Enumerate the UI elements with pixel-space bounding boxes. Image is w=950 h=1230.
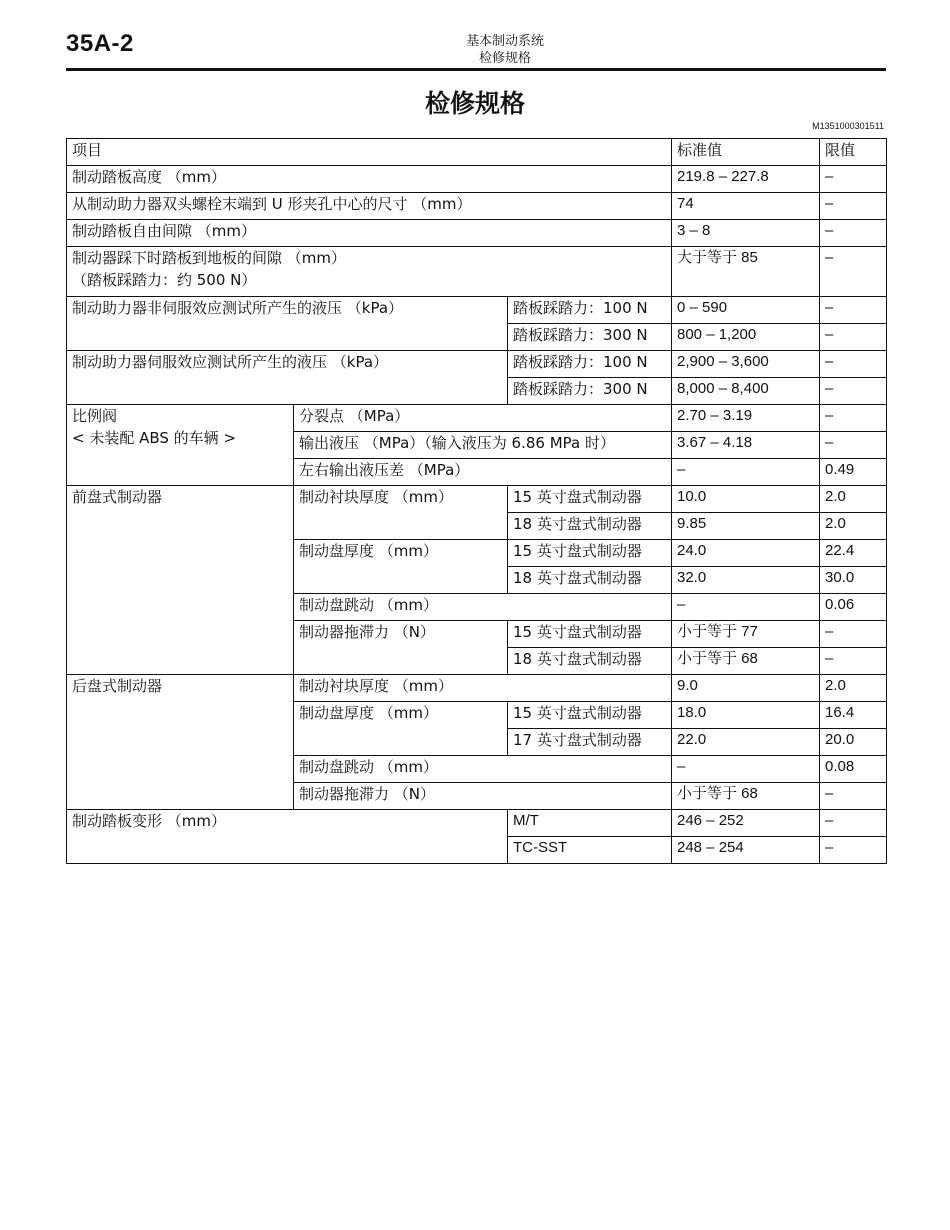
header-item: 项目: [67, 139, 672, 166]
standard-value: 小于等于 68: [672, 648, 820, 675]
limit-value: –: [820, 324, 887, 351]
limit-value: –: [820, 837, 887, 864]
condition-cell: 踏板踩踏力：300 N: [508, 324, 672, 351]
table-row: [67, 486, 887, 513]
sub-item: 分裂点 （MPa）: [294, 405, 672, 432]
table-row: [67, 297, 887, 324]
condition-cell: 15 英寸盘式制动器: [508, 621, 672, 648]
row-label-line: 比例阀: [72, 407, 118, 425]
standard-value: 24.0: [672, 540, 820, 567]
standard-value: 800 – 1,200: [672, 324, 820, 351]
limit-value: –: [820, 220, 887, 247]
limit-value: –: [820, 378, 887, 405]
sub-item: 制动盘跳动 （mm）: [294, 594, 672, 621]
standard-value: 0 – 590: [672, 297, 820, 324]
limit-value: –: [820, 432, 887, 459]
limit-value: –: [820, 810, 887, 837]
limit-value: –: [820, 193, 887, 220]
condition-cell: 踏板踩踏力：100 N: [508, 351, 672, 378]
table-row: [67, 193, 887, 220]
page-title: 检修规格: [424, 89, 525, 118]
condition-cell: 15 英寸盘式制动器: [508, 702, 672, 729]
condition-cell: 18 英寸盘式制动器: [508, 567, 672, 594]
condition-cell: TC-SST: [508, 837, 672, 864]
standard-value: 22.0: [672, 729, 820, 756]
standard-value: 2.70 – 3.19: [672, 405, 820, 432]
table-row: [67, 247, 887, 297]
limit-value: –: [820, 648, 887, 675]
standard-value: 246 – 252: [672, 810, 820, 837]
sub-item: 制动器拖滞力 （N）: [294, 783, 672, 810]
row-label: 前盘式制动器: [67, 486, 294, 675]
table-row: [67, 675, 887, 702]
sub-item: 左右输出液压差 （MPa）: [294, 459, 672, 486]
standard-value: 小于等于 77: [672, 621, 820, 648]
limit-value: 2.0: [820, 486, 887, 513]
standard-value: 248 – 254: [672, 837, 820, 864]
standard-value: –: [672, 594, 820, 621]
sub-item: 输出液压 （MPa）（输入液压为 6.86 MPa 时）: [294, 432, 672, 459]
limit-value: –: [820, 166, 887, 193]
condition-cell: 15 英寸盘式制动器: [508, 540, 672, 567]
standard-value: 10.0: [672, 486, 820, 513]
row-label-line: < 未装配 ABS 的车辆 >: [72, 429, 237, 447]
row-label: 从制动助力器双头螺栓末端到 U 形夹孔中心的尺寸 （mm）: [67, 193, 672, 220]
limit-value: 2.0: [820, 513, 887, 540]
standard-value: 2,900 – 3,600: [672, 351, 820, 378]
row-label: 制动踏板变形 （mm）: [67, 810, 508, 864]
table-row: [67, 810, 887, 837]
standard-value: 大于等于 85: [672, 247, 820, 297]
sub-item: 制动盘厚度 （mm）: [294, 540, 508, 594]
standard-value: 219.8 – 227.8: [672, 166, 820, 193]
table-row: [67, 166, 887, 193]
condition-cell: 踏板踩踏力：100 N: [508, 297, 672, 324]
standard-value: 小于等于 68: [672, 783, 820, 810]
document-code: M1351000301511: [812, 121, 884, 131]
specification-table: [66, 138, 887, 864]
limit-value: 0.08: [820, 756, 887, 783]
limit-value: 22.4: [820, 540, 887, 567]
table-row: [67, 351, 887, 378]
sub-item: 制动器拖滞力 （N）: [294, 621, 508, 675]
row-label: 制动助力器非伺服效应测试所产生的液压 （kPa）: [67, 297, 508, 351]
condition-cell: 踏板踩踏力：300 N: [508, 378, 672, 405]
condition-cell: M/T: [508, 810, 672, 837]
standard-value: 8,000 – 8,400: [672, 378, 820, 405]
sub-item: 制动盘跳动 （mm）: [294, 756, 672, 783]
standard-value: 9.0: [672, 675, 820, 702]
sub-item: 制动盘厚度 （mm）: [294, 702, 508, 756]
row-label: 制动踏板高度 （mm）: [67, 166, 672, 193]
limit-value: –: [820, 247, 887, 297]
limit-value: –: [820, 297, 887, 324]
standard-value: 9.85: [672, 513, 820, 540]
standard-value: 3 – 8: [672, 220, 820, 247]
sub-item: 制动衬块厚度 （mm）: [294, 486, 508, 540]
limit-value: –: [820, 621, 887, 648]
limit-value: 0.49: [820, 459, 887, 486]
limit-value: 16.4: [820, 702, 887, 729]
standard-value: 3.67 – 4.18: [672, 432, 820, 459]
standard-value: –: [672, 459, 820, 486]
standard-value: 74: [672, 193, 820, 220]
limit-value: 20.0: [820, 729, 887, 756]
limit-value: 0.06: [820, 594, 887, 621]
limit-value: –: [820, 783, 887, 810]
row-label: 制动踏板自由间隙 （mm）: [67, 220, 672, 247]
header-limit: 限值: [820, 139, 887, 166]
row-label: [67, 405, 294, 486]
table-header-row: [67, 139, 887, 166]
condition-cell: 17 英寸盘式制动器: [508, 729, 672, 756]
page-number: 35A-2: [66, 30, 134, 57]
standard-value: –: [672, 756, 820, 783]
condition-cell: 15 英寸盘式制动器: [508, 486, 672, 513]
running-header: [0, 33, 950, 67]
row-label: 制动助力器伺服效应测试所产生的液压 （kPa）: [67, 351, 508, 405]
table-row: [67, 405, 887, 432]
condition-cell: 18 英寸盘式制动器: [508, 513, 672, 540]
row-label-line: 制动器踩下时踏板到地板的间隙 （mm）: [72, 249, 346, 267]
limit-value: 30.0: [820, 567, 887, 594]
row-label: 后盘式制动器: [67, 675, 294, 810]
sub-item: 制动衬块厚度 （mm）: [294, 675, 672, 702]
row-label-line: （踏板踩踏力：约 500 N）: [72, 271, 257, 289]
limit-value: 2.0: [820, 675, 887, 702]
header-rule: [66, 68, 886, 71]
table-row: [67, 220, 887, 247]
subsection-title: 检修规格: [478, 51, 531, 66]
limit-value: –: [820, 351, 887, 378]
section-title: 基本制动系统: [465, 34, 544, 49]
row-label: [67, 247, 672, 297]
standard-value: 32.0: [672, 567, 820, 594]
header-standard: 标准值: [672, 139, 820, 166]
condition-cell: 18 英寸盘式制动器: [508, 648, 672, 675]
limit-value: –: [820, 405, 887, 432]
standard-value: 18.0: [672, 702, 820, 729]
